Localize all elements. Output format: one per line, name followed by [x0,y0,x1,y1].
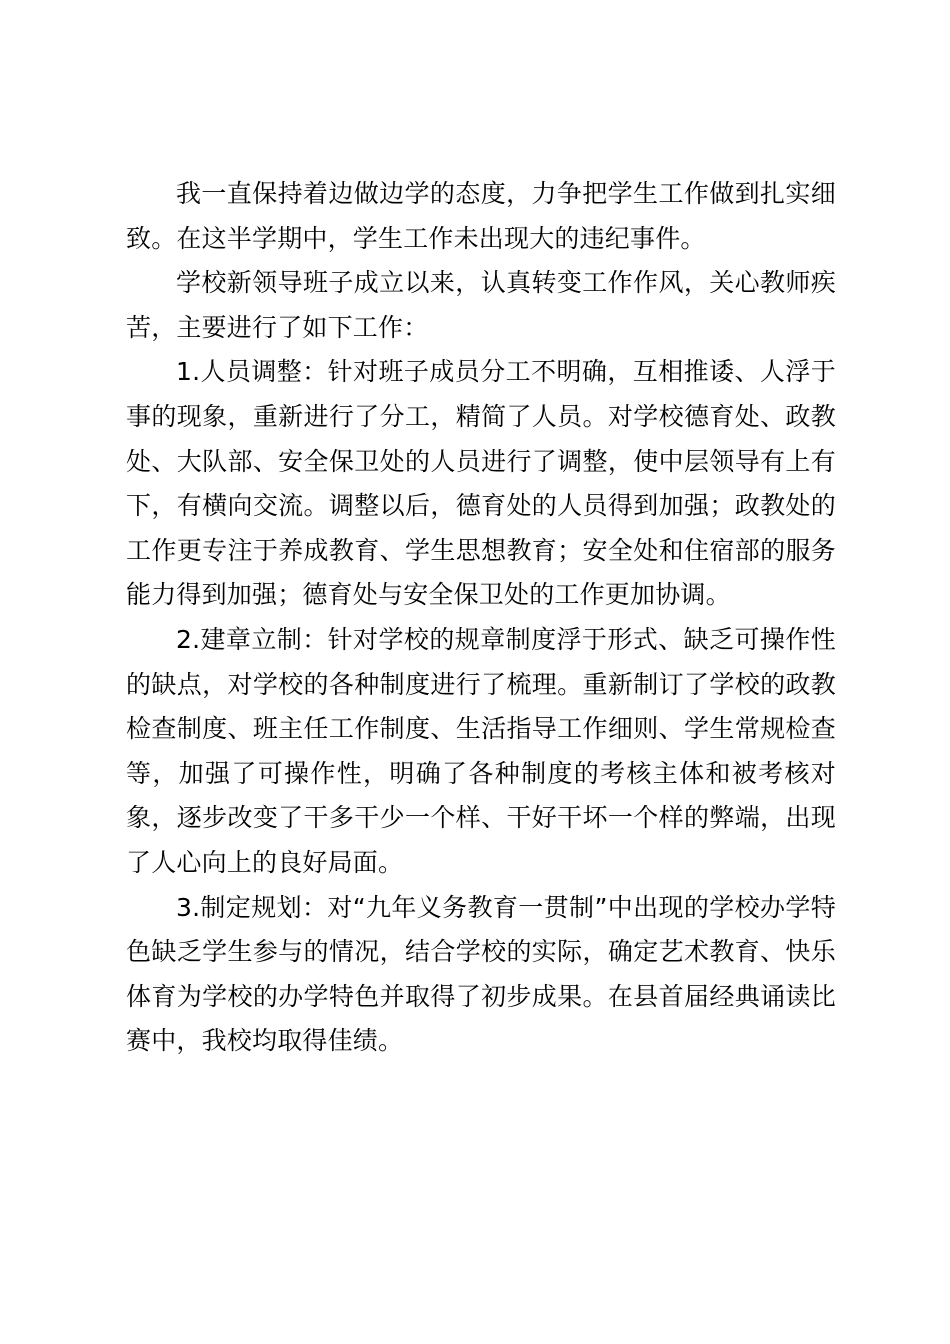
document-body [126,172,836,1064]
paragraph-attitude: 我一直保持着边做边学的态度，力争把学生工作做到扎实细致。在这半学期中，学生工作未出现大的违纪事件。 [126,179,836,253]
paragraph-intro: 学校新领导班子成立以来，认真转变工作作风，关心教师疾苦，主要进行了如下工作： [126,268,836,342]
paragraph-rules-system: 2.建章立制：针对学校的规章制度浮于形式、缺乏可操作性的缺点，对学校的各种制度进行了梳理。重新制订了学校的政教检查制度、班主任工作制度、生活指导工作细则、学生常规检查等，加强了可操作性，明确了各种制度的考核主体和被考核对象，逐步改变了干多干少一个样、干好干坏一个样的弊端，出现了人心向上的良好局面。 [126,624,836,877]
paragraph-personnel-adjustment: 1.人员调整：针对班子成员分工不明确，互相推诿、人浮于事的现象，重新进行了分工，精简了人员。对学校德育处、政教处、大队部、安全保卫处的人员进行了调整，使中层领导有上有下，有横向交流。调整以后，德育处的人员得到加强；政教处的工作更专注于养成教育、学生思想教育；安全处和住宿部的服务能力得到加强；德育处与安全保卫处的工作更加协调。 [126,357,836,610]
paragraph-planning: 3.制定规划：对“九年义务教育一贯制”中出现的学校办学特色缺乏学生参与的情况，结合学校的实际，确定艺术教育、快乐体育为学校的办学特色并取得了初步成果。在县首届经典诵读比赛中，我校均取得佳绩。 [126,892,836,1056]
